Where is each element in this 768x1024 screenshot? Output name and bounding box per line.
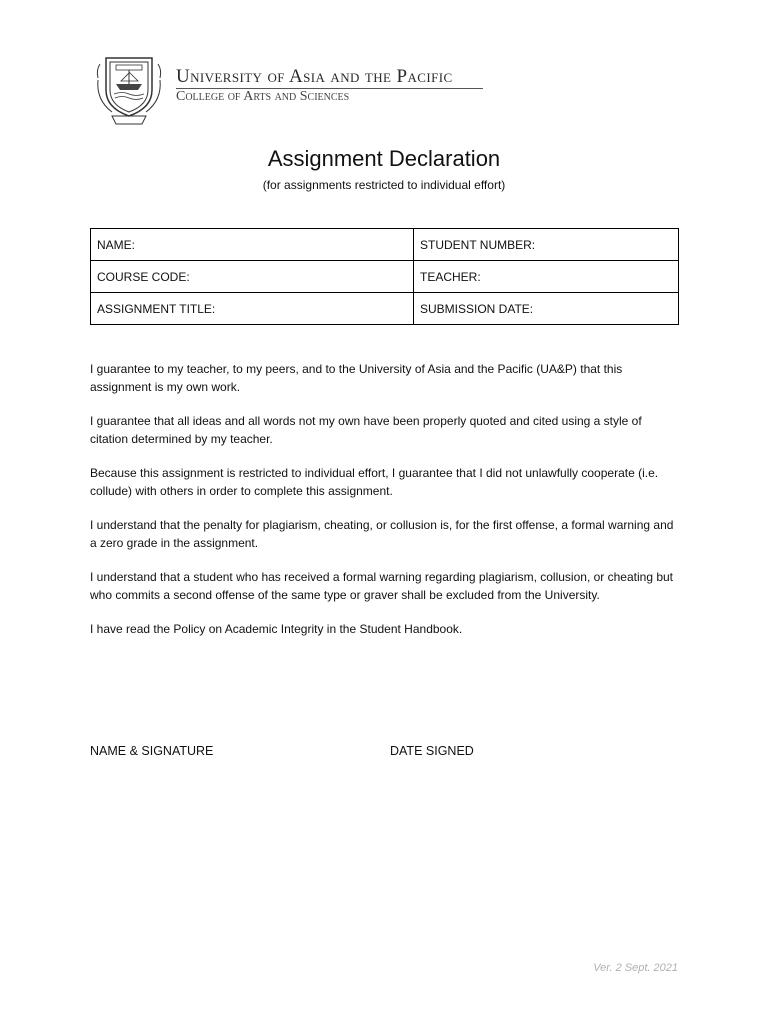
declaration-body	[90, 360, 680, 654]
name-signature-label: NAME & SIGNATURE	[90, 744, 214, 758]
student-number-field[interactable]: STUDENT NUMBER:	[414, 229, 679, 261]
version-label: Ver. 2 Sept. 2021	[593, 962, 678, 974]
name-field[interactable]: NAME:	[91, 229, 414, 261]
document-subtitle: (for assignments restricted to individual effort)	[262, 178, 506, 192]
college-name: College of Arts and Sciences	[176, 89, 350, 104]
document-title: Assignment Declaration	[267, 146, 501, 171]
uap-seal-icon	[92, 50, 166, 126]
declaration-paragraph: I understand that the penalty for plagiarism, cheating, or collusion is, for the first offense, a formal warning and a zero grade in the assignment.	[90, 518, 674, 550]
university-name: University of Asia and the Pacific	[176, 66, 453, 87]
submission-date-field[interactable]: SUBMISSION DATE:	[414, 293, 679, 325]
declaration-paragraph: I have read the Policy on Academic Integrity in the Student Handbook.	[90, 622, 463, 636]
declaration-paragraph: Because this assignment is restricted to individual effort, I guarantee that I did not unlawfully cooperate (i.e. collude) with others in order to complete this assignment.	[90, 466, 659, 498]
declaration-paragraph: I guarantee to my teacher, to my peers, and to the University of Asia and the Pacific (UA&P) that this assignment is my own work.	[90, 362, 623, 394]
table-row	[91, 261, 679, 293]
course-code-field[interactable]: COURSE CODE:	[91, 261, 414, 293]
table-row	[91, 229, 679, 261]
teacher-field[interactable]: TEACHER:	[414, 261, 679, 293]
student-info-table	[90, 228, 679, 325]
assignment-title-field[interactable]: ASSIGNMENT TITLE:	[91, 293, 414, 325]
declaration-paragraph: I understand that a student who has received a formal warning regarding plagiarism, collusion, or cheating but who commits a second offense of the same type or graver shall be excluded from the University.	[90, 570, 674, 602]
declaration-paragraph: I guarantee that all ideas and all words not my own have been properly quoted and cited using a style of citation determined by my teacher.	[90, 414, 642, 446]
date-signed-label: DATE SIGNED	[390, 744, 474, 758]
table-row	[91, 293, 679, 325]
